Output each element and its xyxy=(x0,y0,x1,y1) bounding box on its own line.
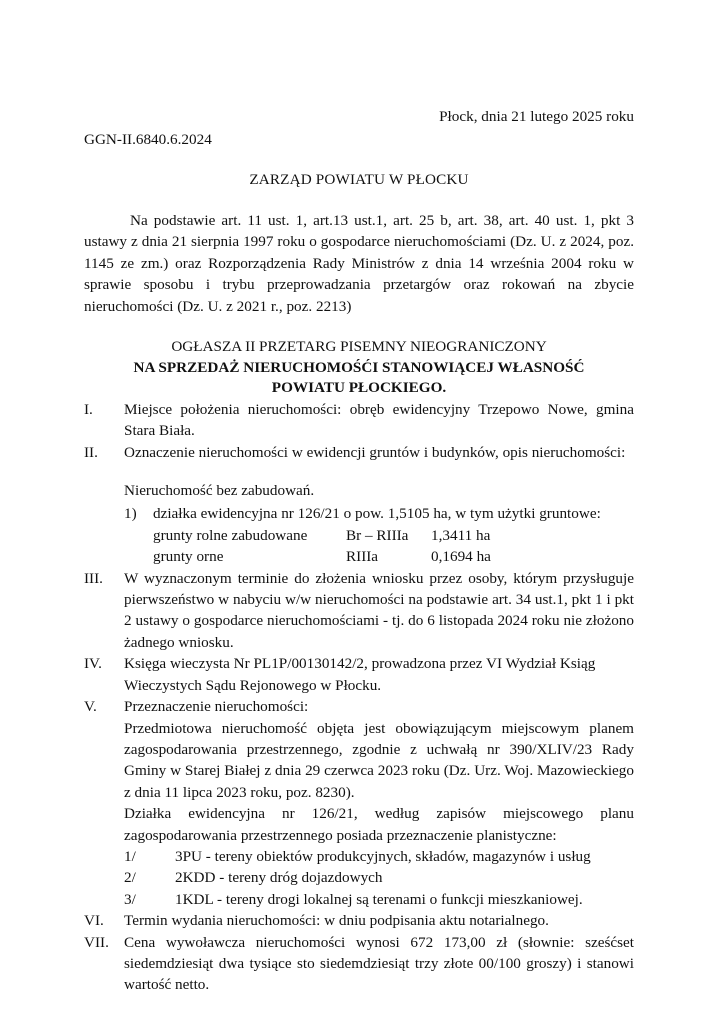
section-ii-text: Oznaczenie nieruchomości w ewidencji gruntów i budynków, opis nieruchomości: xyxy=(124,443,626,461)
section-i-text: Miejsce położenia nieruchomości: obręb ewidencyjny Trzepowo Nowe, gmina Stara Biała. xyxy=(124,400,634,440)
zoning-list xyxy=(124,846,634,910)
announcement-line-3: POWIATU PŁOCKIEGO. xyxy=(271,379,447,397)
zoning-marker: 2/ xyxy=(124,869,136,887)
section-iii xyxy=(84,568,634,654)
land-use-area: 0,1694 ha xyxy=(431,548,491,566)
section-iv-numeral: IV. xyxy=(84,655,102,673)
land-use-name: grunty rolne zabudowane xyxy=(153,526,308,544)
zoning-text: 2KDD - tereny dróg dojazdowych xyxy=(175,869,383,887)
section-v-body xyxy=(124,696,634,910)
section-iv xyxy=(84,653,634,696)
section-ii xyxy=(84,442,634,568)
section-iii-text: W wyznaczonym terminie do złożenia wniosku przez osoby, którym przysługuje pierwszeństwo w nabyciu w/w nieruchomości na podstawie art. 34 ust.1, pkt 1 i pkt 2 ustawy o gospodarce nieruchomościami - tj. do 6 listopada 2024 roku nie złożono żadnego wniosku. xyxy=(124,569,634,651)
zoning-marker: 3/ xyxy=(124,890,136,908)
section-vi xyxy=(84,910,634,931)
section-v xyxy=(84,696,634,910)
parcel-marker: 1) xyxy=(124,505,137,523)
section-v-text: Przeznaczenie nieruchomości: xyxy=(124,698,309,716)
section-v-numeral: V. xyxy=(84,698,97,716)
announcement-line-1: OGŁASZA II PRZETARG PISEMNY NIEOGRANICZONY xyxy=(171,338,547,356)
parcel-list xyxy=(124,503,634,567)
document-body xyxy=(84,0,634,996)
section-iv-text: Księga wieczysta Nr PL1P/00130142/2, prowadzona przez VI Wydział Ksiąg Wieczystych Sądu Rejonowego w Płocku. xyxy=(124,655,596,694)
legal-basis-paragraph: Na podstawie art. 11 ust. 1, art.13 ust.1, art. 25 b, art. 38, art. 40 ust. 1, pkt 3 ustawy z dnia 21 sierpnia 1997 roku o gospodarce nieruchomościami (Dz. U. z 2024, poz. 1145 ze zm.) oraz Rozporządzenia Rady Ministrów z dnia 14 września 2004 roku w sprawie sposobu i trybu przeprowadzania przetargów oraz rokowań na zbycie nieruchomości (Dz. U. z 2021 r., poz. 2213) xyxy=(84,212,634,315)
issuing-authority: ZARZĄD POWIATU W PŁOCKU xyxy=(249,171,469,188)
zoning-text: 3PU - tereny obiektów produkcyjnych, składów, magazynów i usług xyxy=(175,847,591,865)
zoning-text: 1KDL - tereny drogi lokalnej są terenami o funkcji mieszkaniowej. xyxy=(175,890,583,908)
reference-number: GGN-II.6840.6.2024 xyxy=(84,131,212,148)
section-i xyxy=(84,399,634,442)
section-vi-numeral: VI. xyxy=(84,912,104,930)
zoning-marker: 1/ xyxy=(124,847,136,865)
zoning-list-item xyxy=(124,889,634,910)
land-use-row xyxy=(153,525,634,546)
announcement-line-2: NA SPRZEDAŻ NIERUCHOMOŚĆI STANOWIĄCEJ WŁASNOŚĆ xyxy=(133,358,585,376)
section-ii-body xyxy=(124,442,634,568)
section-vii-text: Cena wywoławcza nieruchomości wynosi 672 173,00 zł (słownie: sześćset siedemdziesiąt dwa tysiące sto siedemdziesiąt trzy złote 00/100 groszy) i stanowi wartość netto. xyxy=(124,933,634,994)
zoning-list-item xyxy=(124,846,634,867)
section-vii xyxy=(84,932,634,996)
section-i-numeral: I. xyxy=(84,400,93,418)
section-ii-note: Nieruchomość bez zabudowań. xyxy=(124,482,315,500)
section-v-paragraph-1: Przedmiotowa nieruchomość objęta jest obowiązującym miejscowym planem zagospodarowania przestrzennego, zgodnie z uchwałą nr 390/XLIV/23 Rady Gminy w Starej Białej z dnia 29 czerwca 2023 roku (Dz. Urz. Woj. Mazowieckiego z dnia 11 lipca 2023 roku, poz. 8230). xyxy=(124,719,634,801)
land-use-area: 1,3411 ha xyxy=(431,526,491,544)
section-v-paragraph-2: Działka ewidencyjna nr 126/21, według zapisów miejscowego planu zagospodarowania przestrzennego posiada przeznaczenie planistyczne: xyxy=(124,805,634,844)
parcel-list-item xyxy=(124,503,634,567)
place-and-date: Płock, dnia 21 lutego 2025 roku xyxy=(439,108,634,125)
land-use-row xyxy=(153,546,634,567)
parcel-body xyxy=(153,503,634,567)
parcel-description: działka ewidencyjna nr 126/21 o pow. 1,5105 ha, w tym użytki gruntowe: xyxy=(153,505,601,523)
section-vii-numeral: VII. xyxy=(84,933,109,951)
section-iii-numeral: III. xyxy=(84,569,103,587)
section-vi-text: Termin wydania nieruchomości: w dniu podpisania aktu notarialnego. xyxy=(124,912,549,930)
land-use-code: Br – RIIIa xyxy=(346,526,409,544)
land-use-code: RIIIa xyxy=(346,548,379,566)
section-ii-numeral: II. xyxy=(84,443,98,461)
zoning-list-item xyxy=(124,867,634,888)
land-use-name: grunty orne xyxy=(153,548,224,566)
